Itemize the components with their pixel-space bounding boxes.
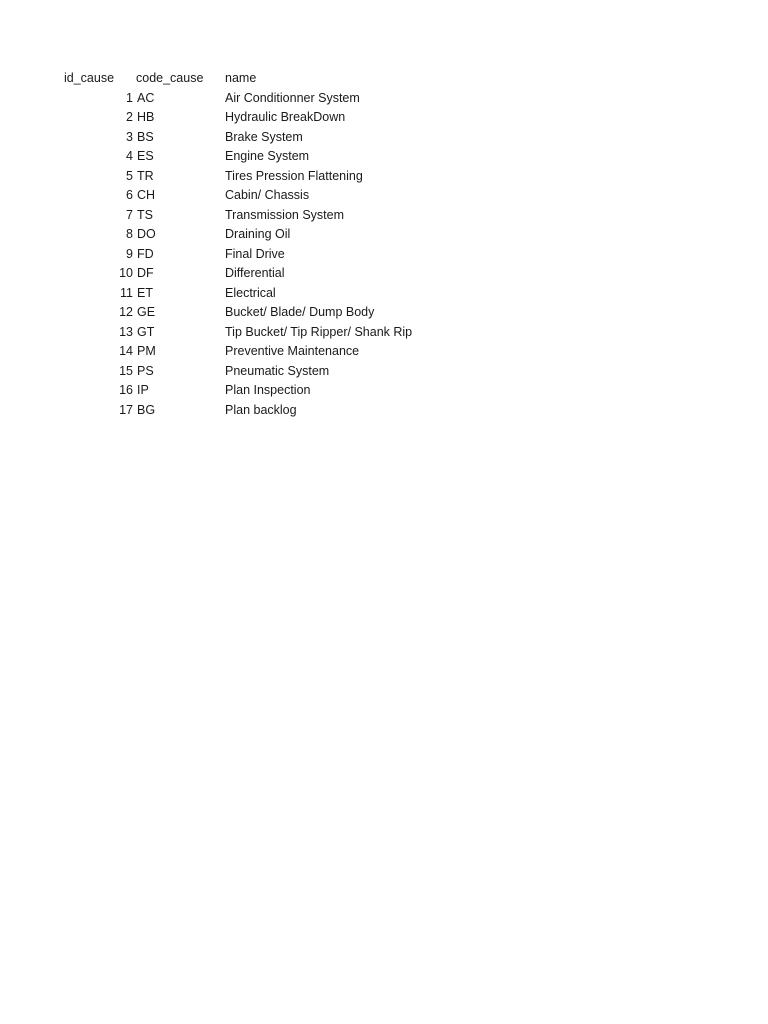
table-row [0, 303, 768, 323]
cell-id-cause: 5 [126, 168, 133, 183]
cell-name: Plan Inspection [225, 383, 311, 397]
table-row [0, 225, 768, 245]
table-row [0, 147, 768, 167]
table-row [0, 362, 768, 382]
table-row [0, 342, 768, 362]
table-header-row [0, 69, 768, 89]
column-header-id-cause: id_cause [64, 71, 115, 85]
cell-code-cause: GT [137, 324, 155, 339]
cell-name: Draining Oil [225, 227, 291, 241]
cell-code-cause: TS [137, 207, 153, 222]
cell-name: Air Conditionner System [225, 90, 360, 105]
cell-name: Transmission System [225, 207, 345, 222]
table-row [0, 381, 768, 401]
cell-id-cause: 4 [126, 149, 133, 163]
cell-name: Preventive Maintenance [225, 344, 360, 358]
table-row [0, 108, 768, 128]
table-row [0, 89, 768, 109]
cell-name: Plan backlog [225, 402, 297, 417]
cell-name: Brake System [225, 129, 303, 144]
cell-name: Tip Bucket/ Tip Ripper/ Shank Rip [225, 324, 413, 339]
cell-id-cause: 16 [119, 383, 133, 397]
cell-name: Final Drive [225, 246, 285, 261]
cell-id-cause: 17 [119, 402, 133, 417]
column-header-code-cause: code_cause [136, 71, 204, 85]
cell-code-cause: BS [137, 129, 154, 144]
cell-name: Cabin/ Chassis [225, 188, 310, 202]
cell-code-cause: CH [137, 188, 156, 202]
cell-code-cause: BG [137, 402, 156, 417]
cause-table [0, 69, 768, 420]
cell-code-cause: GE [137, 305, 156, 319]
cell-name: Engine System [225, 149, 310, 163]
cell-name: Electrical [225, 285, 276, 300]
cell-code-cause: ET [137, 285, 153, 300]
cell-name: Pneumatic System [225, 363, 330, 378]
table-row [0, 245, 768, 265]
cell-code-cause: AC [137, 90, 155, 105]
cell-code-cause: FD [137, 246, 154, 261]
table-row [0, 264, 768, 284]
cell-code-cause: IP [137, 383, 149, 397]
cell-name: Tires Pression Flattening [225, 168, 363, 183]
cell-id-cause: 3 [126, 129, 133, 144]
cell-id-cause: 12 [119, 305, 133, 319]
cell-name: Differential [225, 266, 285, 280]
cell-id-cause: 1 [126, 90, 133, 105]
cell-id-cause: 11 [120, 285, 133, 300]
cell-code-cause: HB [137, 110, 155, 124]
cell-code-cause: PS [137, 363, 154, 378]
cell-id-cause: 7 [126, 207, 133, 222]
table-row [0, 401, 768, 421]
cell-id-cause: 6 [126, 188, 133, 202]
table-row [0, 167, 768, 187]
table-row [0, 284, 768, 304]
table-body [0, 89, 768, 421]
table-row [0, 128, 768, 148]
cell-code-cause: ES [137, 149, 154, 163]
cell-code-cause: DO [137, 227, 156, 241]
cell-id-cause: 10 [119, 266, 133, 280]
cell-id-cause: 2 [126, 110, 133, 124]
cell-code-cause: TR [137, 168, 154, 183]
cell-name: Bucket/ Blade/ Dump Body [225, 305, 375, 319]
cell-id-cause: 9 [126, 246, 133, 261]
cell-id-cause: 14 [119, 344, 133, 358]
cell-id-cause: 8 [126, 227, 133, 241]
column-header-name: name [225, 71, 257, 85]
cell-id-cause: 13 [119, 324, 133, 339]
table-row [0, 206, 768, 226]
table-row [0, 186, 768, 206]
table-row [0, 323, 768, 343]
cell-id-cause: 15 [119, 363, 133, 378]
cell-code-cause: PM [137, 344, 156, 358]
cell-code-cause: DF [137, 266, 154, 280]
cell-name: Hydraulic BreakDown [225, 110, 346, 124]
